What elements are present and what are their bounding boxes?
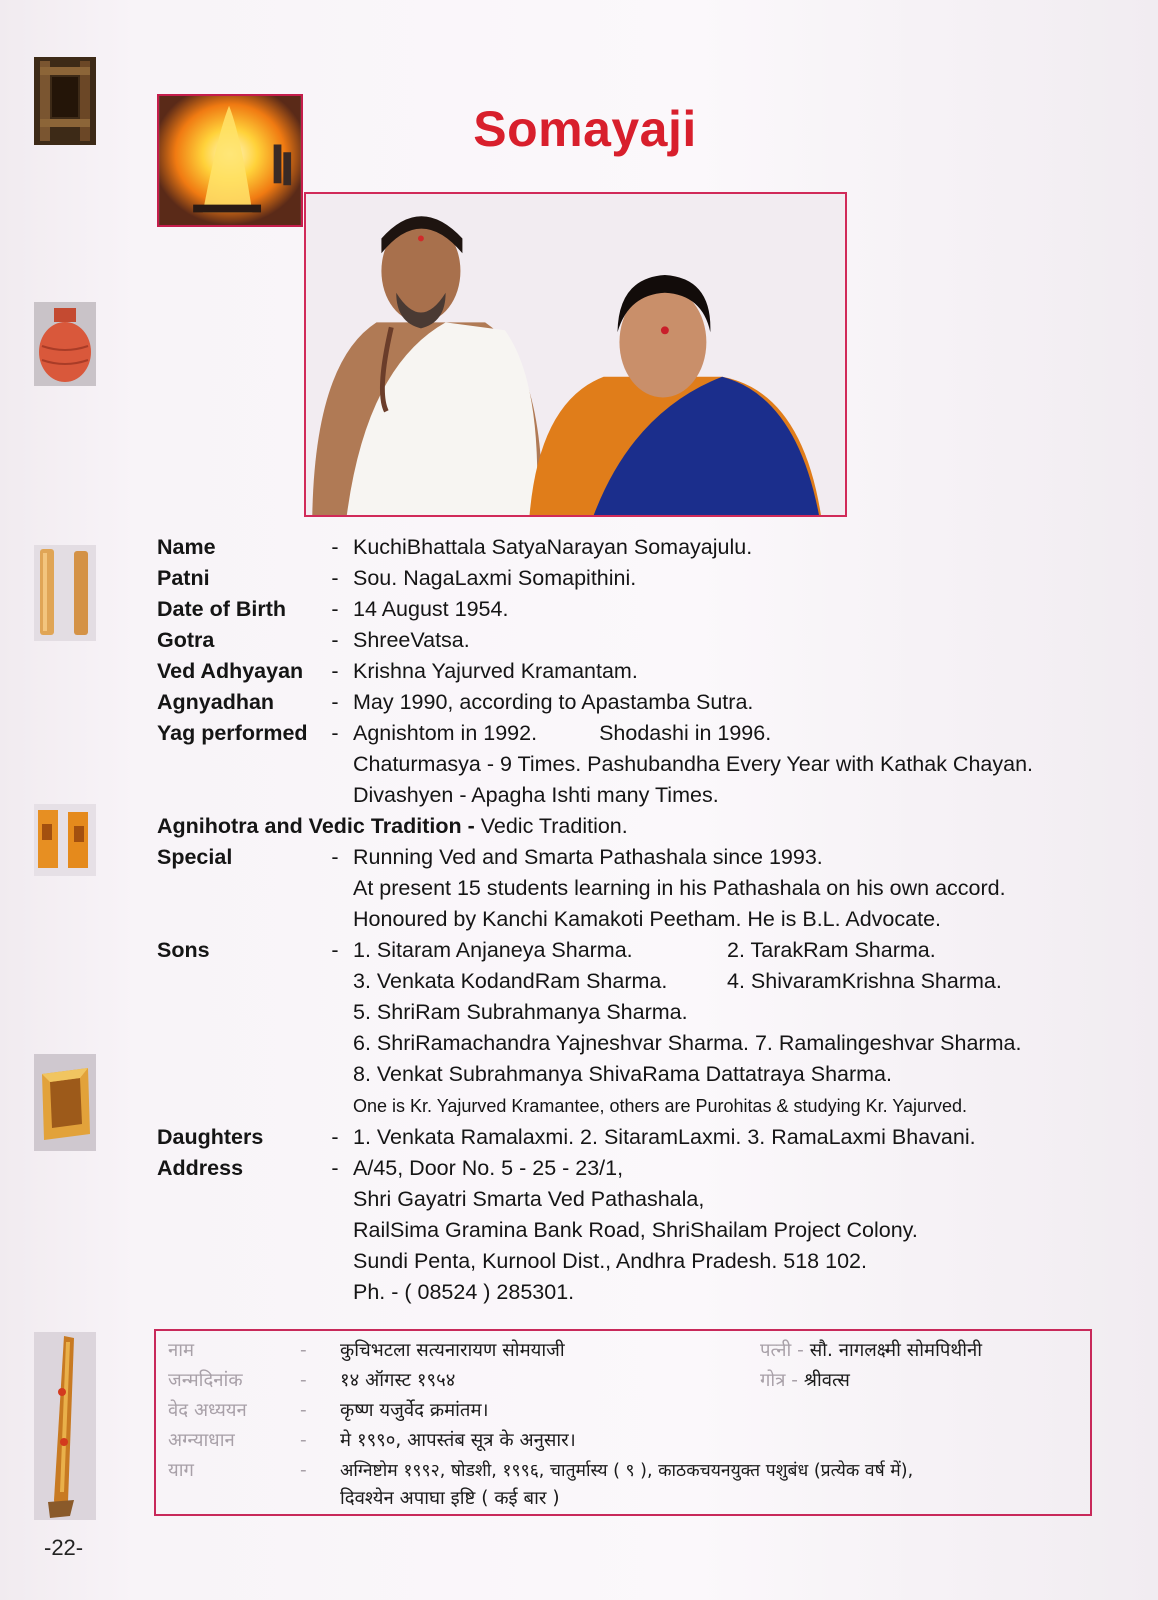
hindi-label: वेद अध्ययन	[168, 1400, 247, 1421]
son-item: 1. Sitaram Anjaneya Sharma.	[353, 938, 633, 962]
agnihotra-label: Agnihotra and Vedic Tradition -	[157, 814, 475, 838]
separator: -	[331, 535, 339, 559]
address-line: RailSima Gramina Bank Road, ShriShailam Project Colony.	[353, 1218, 918, 1242]
agnyadhan-value: May 1990, according to Apastamba Sutra.	[353, 690, 754, 714]
separator: -	[331, 566, 339, 590]
special-value	[353, 842, 1117, 935]
separator: -	[331, 1156, 339, 1180]
address-label: Address	[157, 1156, 244, 1180]
son-item: 3. Venkata KodandRam Sharma.	[353, 969, 668, 993]
hindi-label: अग्न्याधान	[168, 1430, 235, 1451]
patni-value: Sou. NagaLaxmi Somapithini.	[353, 566, 637, 590]
yag-line3: Divashyen - Apagha Ishti many Times.	[353, 783, 719, 807]
hindi-row-yag	[168, 1457, 913, 1482]
hindi-row-ved	[168, 1397, 489, 1422]
agnyadhan-label: Agnyadhan	[157, 690, 275, 714]
wooden-staff-image	[34, 1332, 96, 1520]
hindi-summary-box	[154, 1329, 1092, 1516]
separator: -	[331, 690, 339, 714]
separator: -	[300, 1460, 307, 1481]
separator: -	[331, 938, 339, 962]
son-item: 6. ShriRamachandra Yajneshvar Sharma. 7. Ramalingeshvar Sharma.	[353, 1031, 1022, 1055]
hindi-value: कृष्ण यजुर्वेद क्रमांतम।	[340, 1400, 489, 1421]
name-label: Name	[157, 535, 216, 559]
wooden-blocks-image	[34, 804, 96, 876]
hindi-value: कुचिभटला सत्यनारायण सोमयाजी	[340, 1340, 565, 1361]
hindi-row-janm	[168, 1367, 455, 1392]
wooden-ladle-image	[34, 1054, 96, 1151]
separator: -	[300, 1370, 307, 1391]
fire-ritual-photo	[157, 94, 303, 227]
address-line: Sundi Penta, Kurnool Dist., Andhra Pradesh. 518 102.	[353, 1249, 867, 1273]
hindi-row-patni	[760, 1337, 982, 1362]
hindi-value: सौ. नागलक्ष्मी सोमपिथीनी	[809, 1340, 983, 1361]
name-value: KuchiBhattala SatyaNarayan Somayajulu.	[353, 535, 753, 559]
separator: -	[331, 845, 339, 869]
separator: -	[331, 1125, 339, 1149]
special-label: Special	[157, 845, 233, 869]
hindi-value: दिवश्येन अपाघा इष्टि ( कई बार )	[340, 1488, 560, 1509]
hindi-label: याग	[168, 1460, 194, 1481]
daughters-value: 1. Venkata Ramalaxmi. 2. SitaramLaxmi. 3. RamaLaxmi Bhavani.	[353, 1125, 976, 1149]
bio-row-address	[157, 1153, 1117, 1308]
sons-label: Sons	[157, 938, 210, 962]
yag-line2: Chaturmasya - 9 Times. Pashubandha Every Year with Kathak Chayan.	[353, 752, 1034, 776]
address-value	[353, 1153, 1117, 1308]
bio-row-special	[157, 842, 1117, 935]
separator: -	[331, 628, 339, 652]
yag-value	[353, 718, 1117, 811]
page-number: -22-	[44, 1535, 84, 1560]
gotra-label: Gotra	[157, 628, 215, 652]
hindi-row-agnyadhan	[168, 1427, 576, 1452]
bio-row-sons	[157, 935, 1117, 1122]
address-line: Shri Gayatri Smarta Ved Pathashala,	[353, 1187, 705, 1211]
address-line: A/45, Door No. 5 - 25 - 23/1,	[353, 1156, 624, 1180]
son-item: 8. Venkat Subrahmanya ShivaRama Dattatraya Sharma.	[353, 1062, 892, 1086]
page-title: Somayaji	[473, 101, 697, 157]
hindi-label: पत्नी -	[760, 1340, 804, 1361]
separator: -	[331, 659, 339, 683]
address-line: Ph. - ( 08524 ) 285301.	[353, 1280, 575, 1304]
hindi-label: जन्मदिनांक	[168, 1370, 243, 1391]
special-line: At present 15 students learning in his Pathashala on his own accord.	[353, 876, 1006, 900]
hindi-value: अग्निष्टोम १९९२, षोडशी, १९९६, चातुर्मास्य ( ९ ), काठकचयनयुक्त पशुबंध (प्रत्येक वर्ष में),	[340, 1461, 914, 1481]
bio-row-ved	[157, 656, 1117, 687]
yag-line1a: Agnishtom in 1992.	[353, 721, 538, 745]
clay-pot-image	[34, 302, 96, 386]
son-item: 5. ShriRam Subrahmanya Sharma.	[353, 1000, 688, 1024]
hindi-row-gotra	[760, 1367, 850, 1392]
son-item: 2. TarakRam Sharma.	[727, 938, 936, 962]
hindi-row-yag-cont	[340, 1485, 560, 1510]
ved-value: Krishna Yajurved Kramantam.	[353, 659, 638, 683]
hindi-label: गोत्र -	[760, 1370, 798, 1391]
hindi-value: १४ ऑगस्ट १९५४	[340, 1370, 456, 1391]
separator: -	[331, 597, 339, 621]
special-line: Honoured by Kanchi Kamakoti Peetham. He is B.L. Advocate.	[353, 907, 941, 931]
ved-label: Ved Adhyayan	[157, 659, 304, 683]
hindi-label: नाम	[168, 1340, 195, 1361]
hindi-value: श्रीवत्स	[803, 1370, 850, 1391]
agnihotra-value: Vedic Tradition.	[480, 814, 628, 838]
yag-line1b: Shodashi in 1996.	[599, 721, 772, 745]
separator: -	[300, 1430, 307, 1451]
son-item: 4. ShivaramKrishna Sharma.	[727, 969, 1002, 993]
patni-label: Patni	[157, 566, 210, 590]
dob-value: 14 August 1954.	[353, 597, 509, 621]
wooden-frame-image	[34, 57, 96, 145]
sons-note: One is Kr. Yajurved Kramantee, others are Purohitas & studying Kr. Yajurved.	[353, 1096, 967, 1116]
dob-label: Date of Birth	[157, 597, 286, 621]
separator: -	[331, 721, 339, 745]
bio-row-name	[157, 532, 1117, 563]
bio-row-agnyadhan	[157, 687, 1117, 718]
bio-row-yag	[157, 718, 1117, 811]
couple-portrait-photo	[304, 192, 847, 517]
bio-row-dob	[157, 594, 1117, 625]
separator: -	[300, 1340, 307, 1361]
separator: -	[300, 1400, 307, 1421]
bio-row-daughters	[157, 1122, 1117, 1153]
hindi-value: मे १९९०, आपस्तंब सूत्र के अनुसार।	[340, 1430, 576, 1451]
bio-row-gotra	[157, 625, 1117, 656]
sons-value	[353, 935, 1117, 1122]
hindi-row-naam	[168, 1337, 565, 1362]
wooden-sticks-image	[34, 545, 96, 641]
bio-row-agnihotra	[157, 811, 1117, 842]
yag-label: Yag performed	[157, 721, 308, 745]
daughters-label: Daughters	[157, 1125, 264, 1149]
gotra-value: ShreeVatsa.	[353, 628, 470, 652]
bio-row-patni	[157, 563, 1117, 594]
bio-details	[157, 532, 1117, 1308]
special-line: Running Ved and Smarta Pathashala since 1993.	[353, 845, 823, 869]
